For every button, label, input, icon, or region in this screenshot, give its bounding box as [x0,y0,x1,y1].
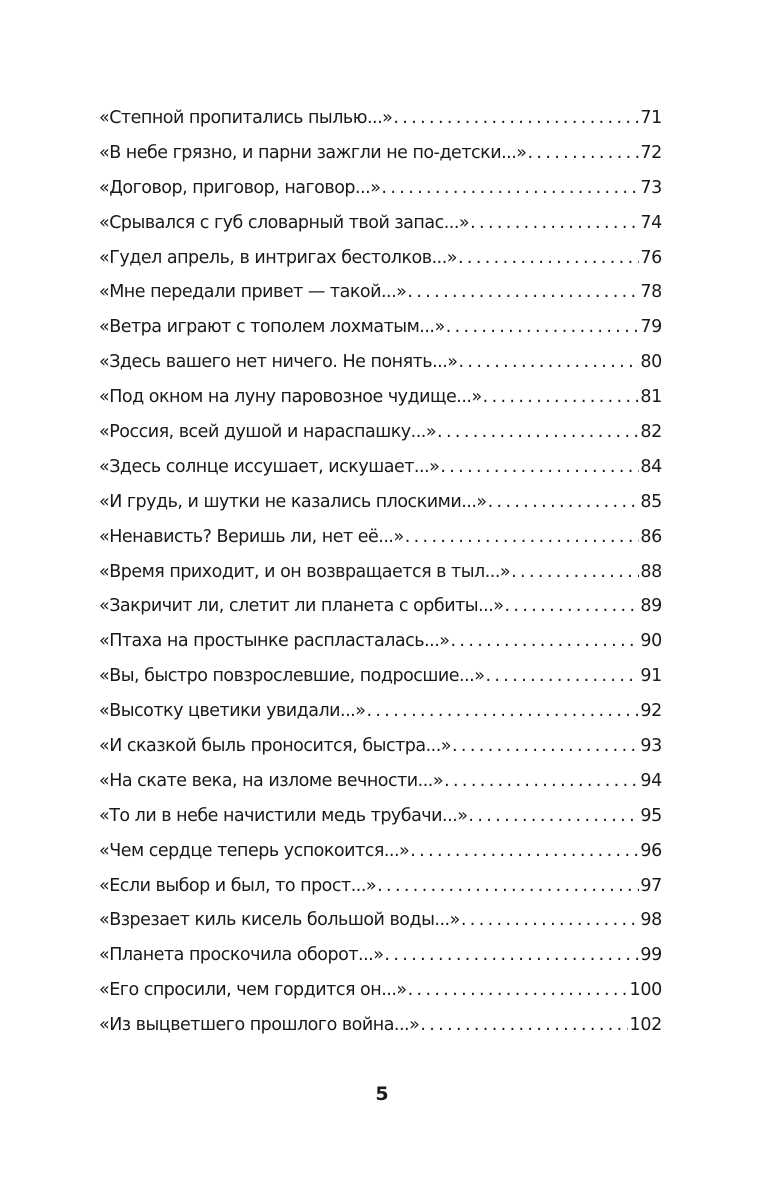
toc-entry [99,450,662,485]
toc-entry [99,659,662,694]
toc-entry-title: «Срывался с губ словарный твой запас...» [99,212,470,233]
toc-entry [99,345,662,380]
toc-entry [99,555,662,590]
toc-entry [99,101,662,136]
toc-entry-page: 82 [640,422,662,443]
dot-leader [527,136,639,171]
toc-entry [99,171,662,206]
dot-leader [405,520,640,555]
toc-entry-title: «Его спросили, чем гордится он...» [99,980,407,1001]
toc-entry-title: «На скате века, на изломе вечности...» [99,770,444,791]
toc-entry [99,380,662,415]
toc-entry-title: «То ли в небе начистили медь трубачи...» [99,805,468,826]
toc-entry [99,1008,662,1043]
toc-entry-title: «Закричит ли, слетит ли планета с орбиты...» [99,596,504,617]
toc-entry-page: 76 [640,247,662,268]
dot-leader [440,450,639,485]
toc-entry-title: «Вы, быстро повзрослевшие, подросшие...» [99,666,485,687]
toc-entry-title: «Ветра играют с тополем лохматым...» [99,317,445,338]
dot-leader [452,729,639,764]
dot-leader [444,764,639,799]
toc-entry-title: «Из выцветшего прошлого война...» [99,1015,420,1036]
dot-leader [446,310,640,345]
dot-leader [511,555,639,590]
toc-entry [99,310,662,345]
dot-leader [366,694,639,729]
dot-leader [468,799,639,834]
toc-entry [99,589,662,624]
dot-leader [461,903,639,938]
toc-entry-page: 71 [640,108,662,128]
toc-entry-title: «Здесь вашего нет ничего. Не понять...» [99,352,458,373]
dot-leader [407,275,639,310]
toc-entry-page: 95 [640,805,662,826]
dot-leader [458,241,639,276]
toc-entry-title: «И грудь, и шутки не казались плоскими...» [99,491,487,512]
toc-entry-title: «Договор, приговор, наговор...» [99,177,381,198]
dot-leader [488,485,640,520]
toc-entry-page: 99 [640,945,662,966]
dot-leader [408,973,629,1008]
toc-entry-title: «Гудел апрель, в интригах бестолков...» [99,247,457,268]
toc-entry-page: 85 [640,491,662,512]
toc-entry-page: 93 [640,736,662,757]
toc-entry-page: 79 [640,317,662,338]
dot-leader [377,869,639,904]
toc-entry-title: «Высотку цветики увидали...» [99,701,366,722]
table-of-contents [99,101,662,1043]
dot-leader [410,834,639,869]
toc-entry [99,834,662,869]
toc-entry-title: «Птаха на простынке распласталась...» [99,631,450,652]
dot-leader [450,624,639,659]
toc-entry [99,275,662,310]
toc-entry-title: «Взрезает киль кисель большой воды...» [99,910,460,931]
toc-entry-page: 89 [640,596,662,617]
toc-entry-title: «Здесь солнце иссушает, искушает...» [99,456,440,477]
toc-entry [99,799,662,834]
toc-entry-title: «Мне передали привет — такой...» [99,282,407,303]
toc-entry-title: «Ненависть? Веришь ли, нет её...» [99,526,404,547]
toc-entry [99,694,662,729]
toc-entry-page: 78 [640,282,662,303]
toc-entry-title: «Время приходит, и он возвращается в тыл...» [99,561,511,582]
dot-leader [459,345,640,380]
toc-entry [99,869,662,904]
dot-leader [381,171,639,206]
toc-entry-page: 88 [640,561,662,582]
dot-leader [437,415,639,450]
toc-entry-title: «И сказкой быль проносится, быстра...» [99,736,451,757]
toc-entry-page: 72 [640,142,662,163]
toc-entry [99,136,662,171]
toc-entry [99,938,662,973]
dot-leader [470,206,639,241]
toc-entry-page: 96 [640,840,662,861]
dot-leader [420,1008,628,1043]
toc-entry-page: 102 [629,1015,662,1036]
toc-entry-title: «Под окном на луну паровозное чудище...» [99,387,482,408]
toc-entry-title: «Планета проскочила оборот...» [99,945,384,966]
toc-entry-page: 81 [640,387,662,408]
dot-leader [384,938,639,973]
toc-entry-page: 98 [640,910,662,931]
toc-entry-page: 97 [640,875,662,896]
toc-entry [99,973,662,1008]
dot-leader [485,659,639,694]
toc-entry-page: 84 [640,456,662,477]
toc-entry [99,903,662,938]
toc-entry [99,206,662,241]
toc-entry-title: «Если выбор и был, то прост...» [99,875,377,896]
toc-entry [99,415,662,450]
toc-entry-page: 91 [640,666,662,687]
toc-entry [99,624,662,659]
dot-leader [505,589,640,624]
toc-entry [99,764,662,799]
toc-entry-title: «Степной пропитались пылью...» [99,108,393,128]
toc-entry-page: 73 [640,177,662,198]
dot-leader [393,101,639,136]
toc-entry [99,485,662,520]
toc-entry-page: 94 [640,770,662,791]
toc-entry [99,241,662,276]
page-number: 5 [375,1083,389,1105]
toc-entry-page: 80 [640,352,662,373]
toc-entry [99,520,662,555]
toc-entry-page: 74 [640,212,662,233]
toc-entry [99,729,662,764]
toc-entry-title: «Чем сердце теперь успокоится...» [99,840,410,861]
dot-leader [483,380,640,415]
toc-entry-title: «В небе грязно, и парни зажгли не по-детски...» [99,142,527,163]
toc-entry-page: 86 [640,526,662,547]
toc-entry-page: 92 [640,701,662,722]
toc-entry-page: 100 [629,980,662,1001]
toc-entry-page: 90 [640,631,662,652]
toc-entry-title: «Россия, всей душой и нараспашку...» [99,422,437,443]
